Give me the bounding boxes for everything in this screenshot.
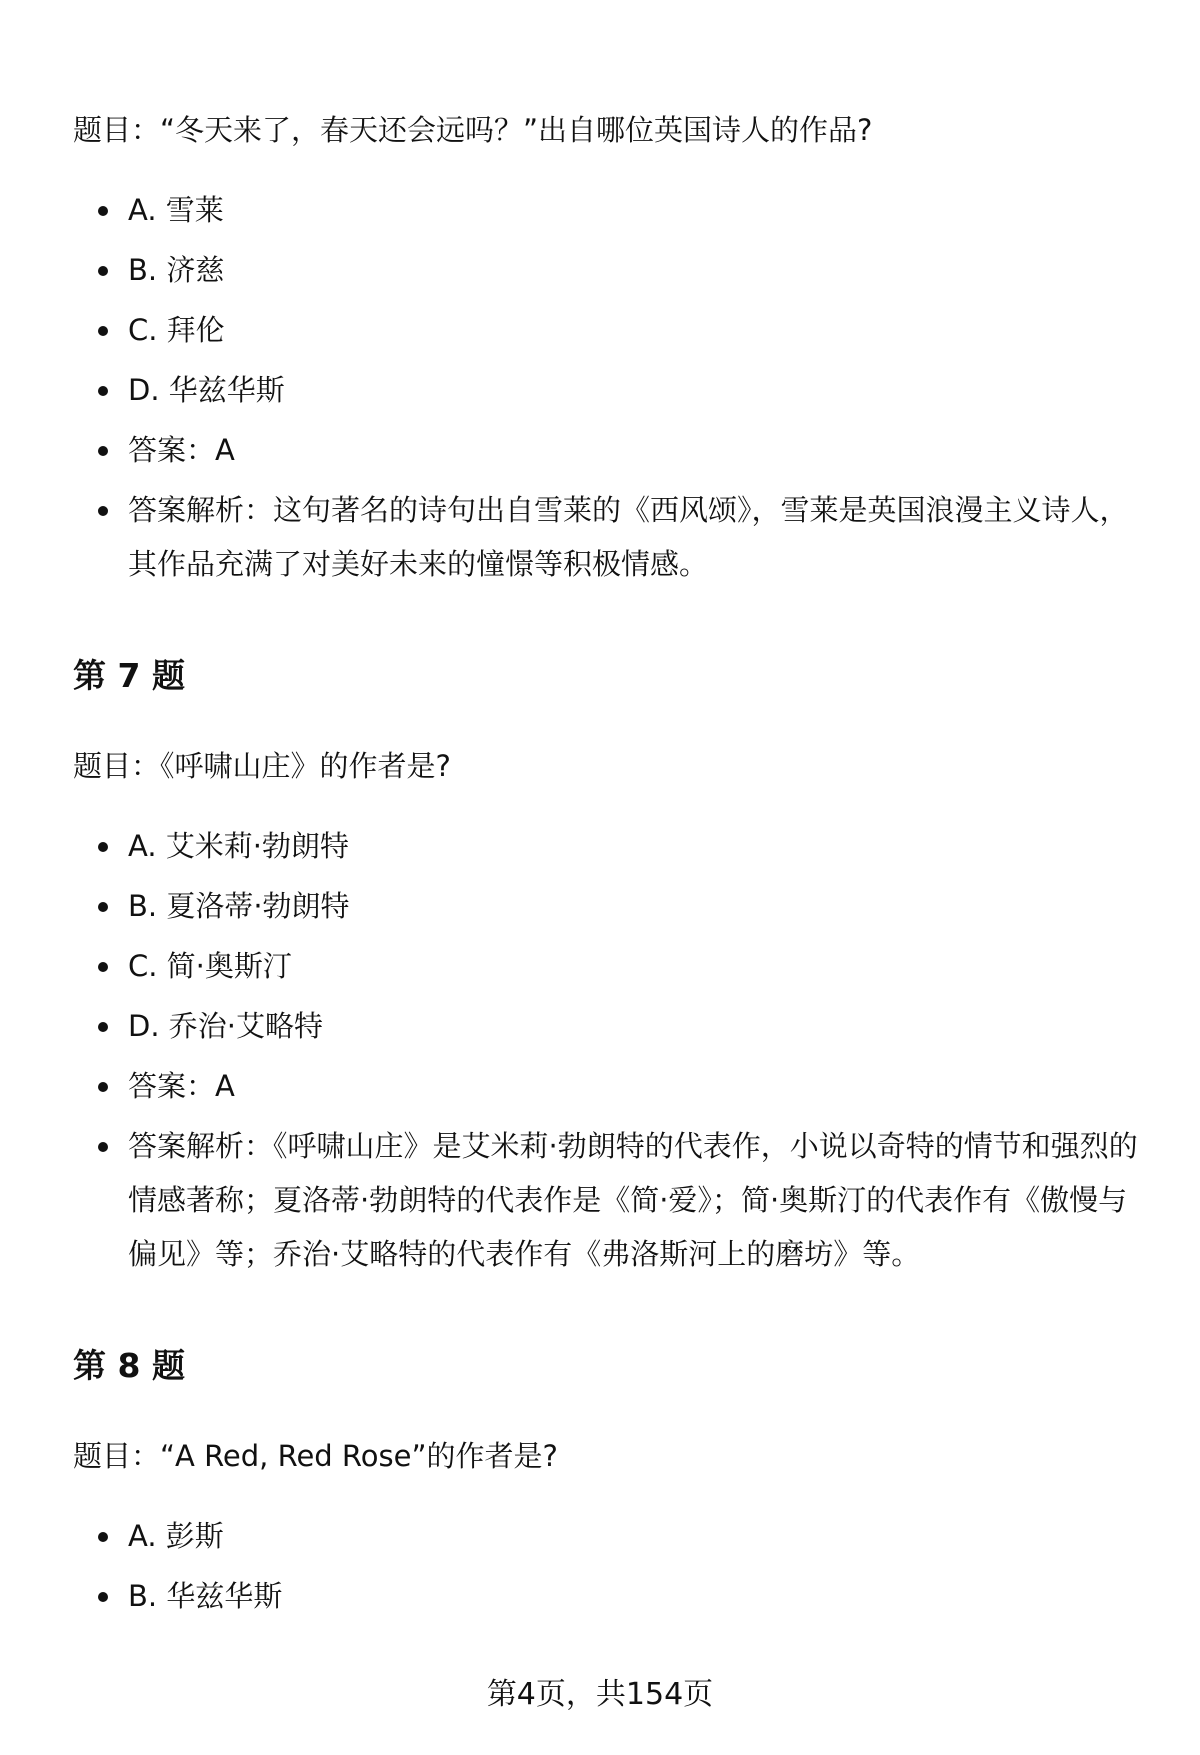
question-block-8: [73, 1341, 1153, 1626]
option-list: [73, 1506, 1153, 1626]
page-number: 第4页，共154页: [486, 1677, 714, 1712]
question-text: 题目：《呼啸山庄》的作者是?: [73, 749, 451, 783]
option-c: C. 拜伦: [128, 300, 1153, 360]
question-heading: 第 7 题: [73, 656, 185, 695]
option-d: D. 乔治·艾略特: [128, 996, 1153, 1056]
option-a: A. 艾米莉·勃朗特: [128, 816, 1153, 876]
option-d: D. 华兹华斯: [128, 360, 1153, 420]
option-a: A. 雪莱: [128, 180, 1153, 240]
document-body: [73, 105, 1153, 1686]
option-list: [73, 180, 1153, 591]
answer: 答案：A: [128, 1056, 1153, 1116]
option-a: A. 彭斯: [128, 1506, 1153, 1566]
question-block-7: [73, 651, 1153, 1281]
answer-explanation: 答案解析：《呼啸山庄》是艾米莉·勃朗特的代表作，小说以奇特的情节和强烈的情感著称；夏洛蒂·勃朗特的代表作是《简·爱》；简·奥斯汀的代表作有《傲慢与偏见》等；乔治·艾略特的代表作有《弗洛斯河上的磨坊》等。: [128, 1116, 1153, 1281]
question-heading: 第 8 题: [73, 1346, 185, 1385]
option-b: B. 济慈: [128, 240, 1153, 300]
question-text: 题目：“冬天来了，春天还会远吗？”出自哪位英国诗人的作品?: [73, 113, 873, 147]
option-list: [73, 816, 1153, 1281]
option-b: B. 夏洛蒂·勃朗特: [128, 876, 1153, 936]
answer-explanation: 答案解析：这句著名的诗句出自雪莱的《西风颂》，雪莱是英国浪漫主义诗人，其作品充满了对美好未来的憧憬等积极情感。: [128, 480, 1153, 591]
answer: 答案：A: [128, 420, 1153, 480]
option-c: C. 简·奥斯汀: [128, 936, 1153, 996]
question-block-6: [73, 105, 1153, 591]
option-b: B. 华兹华斯: [128, 1566, 1153, 1626]
question-text: 题目：“A Red, Red Rose”的作者是?: [73, 1439, 558, 1473]
